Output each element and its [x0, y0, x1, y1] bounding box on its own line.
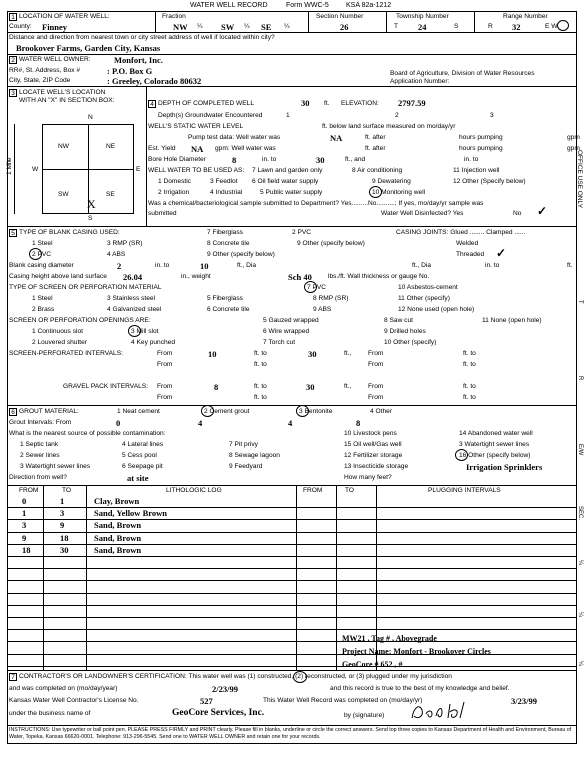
side-quarter-2: ¼: [577, 612, 583, 618]
application-number-label: Application Number:: [390, 78, 450, 85]
use-12[interactable]: 12 Other (Specify below): [453, 178, 526, 185]
grout-from-2[interactable]: 4: [288, 418, 293, 428]
grout-2-circle: [201, 405, 214, 417]
gravel-from: From: [157, 383, 173, 390]
casing-diameter-to[interactable]: 10: [200, 261, 209, 271]
openings-label: SCREEN OR PERFORATION OPENINGS ARE:: [9, 317, 151, 324]
township-t: T: [394, 23, 399, 30]
casing-height-label: Casing height above land surface: [9, 273, 107, 280]
grout-to-1[interactable]: 4: [198, 418, 203, 428]
gravel-from-3: From: [157, 394, 173, 401]
record-date[interactable]: 3/23/99: [511, 696, 537, 706]
gpm: gpm: [567, 134, 580, 141]
opening-3-circle: [128, 325, 141, 337]
log-row-line: [7, 544, 577, 545]
casing-schedule[interactable]: Sch 40: [288, 272, 312, 282]
certification-text: CONTRACTOR'S OR LANDOWNER'S CERTIFICATION: This water well was (1) constructed, (2) reconstructed, or (3) plugged under my jurisdiction: [19, 673, 452, 680]
log-row-line: [7, 629, 577, 630]
log-header-lithologic: LITHOLOGIC LOG: [166, 487, 222, 494]
screen-5[interactable]: 5 Fiberglass: [207, 295, 243, 302]
gravel-to-3: ft. to: [254, 394, 267, 401]
groundwater-label: Depth(s) Groundwater Encountered: [158, 112, 263, 119]
board-label: Board of Agriculture, Division of Water Resources: [390, 70, 535, 77]
depth-value[interactable]: 30: [301, 98, 310, 108]
mile-label: 1 Mile: [6, 157, 13, 175]
contam-8[interactable]: 8 Sewage lagoon: [229, 452, 280, 459]
compass-e: E: [136, 166, 141, 173]
business-name-label: under the business name of: [9, 710, 91, 717]
joints-threaded: Threaded: [456, 251, 485, 258]
log-to[interactable]: 9: [60, 520, 65, 530]
screen-3[interactable]: 3 Stainless steel: [107, 295, 156, 302]
disinfected-no[interactable]: No: [513, 210, 522, 217]
screen-1[interactable]: 1 Steel: [32, 295, 53, 302]
log-row-line: [7, 556, 577, 557]
contam-6[interactable]: 6 Seepage pit: [122, 463, 163, 470]
well-x-mark: X: [87, 197, 96, 211]
joints-welded: Welded: [456, 240, 479, 247]
gravel-to-2: ft. to: [463, 383, 476, 390]
log-header-to-2: TO: [345, 487, 355, 494]
distance-value[interactable]: Brookover Farms, Garden City, Kansas: [16, 43, 161, 53]
log-row-line: [7, 617, 577, 618]
log-row-line: [7, 580, 577, 581]
contam-7[interactable]: 7 Pit privy: [229, 441, 258, 448]
township-s: S: [454, 23, 459, 30]
perf-ft: ft.,: [344, 350, 352, 357]
contam-5[interactable]: 5 Cess pool: [122, 452, 157, 459]
grout-3-circle: [296, 405, 309, 417]
how-many-feet: How many feet?: [344, 474, 392, 481]
grid-sw: SW: [58, 191, 69, 198]
locate-label-2: WITH AN "X" IN SECTION BOX:: [19, 97, 115, 104]
contam-10[interactable]: 10 Livestock pens: [344, 430, 397, 437]
signature-label: by (signature): [344, 712, 385, 719]
log-project-note: Project Name: Monfort - Brookover Circles: [342, 647, 491, 656]
form-title: WATER WELL RECORD: [190, 2, 268, 9]
contam-other-value[interactable]: Irrigation Sprinklers: [466, 462, 543, 472]
use-label: WELL WATER TO BE USED AS:: [148, 167, 245, 174]
threaded-checkmark: ✓: [496, 246, 507, 260]
section-number[interactable]: 26: [340, 22, 349, 32]
owner-label: WATER WELL OWNER:: [19, 56, 91, 63]
screen-7[interactable]: 7 PVC: [307, 284, 327, 291]
screen-10[interactable]: 10 Asbestos-cement: [398, 284, 458, 291]
quarter-mark: ¼: [244, 23, 250, 30]
screen-12[interactable]: 12 None used (open hole): [398, 306, 475, 313]
log-description[interactable]: Sand, Brown: [94, 545, 142, 555]
use-8[interactable]: 8 Air conditioning: [352, 167, 403, 174]
log-mw-note: MW21 , Tag # , Abovegrade: [342, 634, 437, 643]
diam-ft-dia-2: ft., Dia: [412, 262, 432, 269]
perf-from-value[interactable]: 10: [208, 349, 217, 359]
hours-pumping-2: hours pumping: [459, 145, 503, 152]
log-description[interactable]: Sand, Yellow Brown: [94, 508, 167, 518]
opening-5[interactable]: 5 Gauzed wrapped: [263, 317, 319, 324]
log-header-plugging: PLUGGING INTERVALS: [428, 487, 501, 494]
direction-label: Direction from well?: [9, 474, 67, 481]
county-value[interactable]: Finney: [42, 22, 68, 32]
fraction-3[interactable]: SE: [261, 22, 272, 32]
contam-2[interactable]: 2 Sewer lines: [20, 452, 60, 459]
yield-value[interactable]: NA: [191, 144, 204, 154]
opening-9[interactable]: 9 Drilled holes: [384, 328, 426, 335]
grout-label: GROUT MATERIAL:: [19, 408, 79, 415]
use-4[interactable]: 4 Industrial: [210, 189, 243, 196]
screen-label: TYPE OF SCREEN OR PERFORATION MATERIAL: [9, 284, 162, 291]
screen-2[interactable]: 2 Brass: [32, 306, 55, 313]
perforated-label: SCREEN-PERFORATED INTERVALS:: [9, 350, 123, 357]
ft-and: ft., and: [345, 156, 366, 163]
casing-diameter[interactable]: 2: [117, 261, 122, 271]
side-ew: E/W: [577, 444, 583, 456]
bore-label: Bore Hole Diameter: [148, 156, 206, 163]
grout-1[interactable]: 1 Neat cement: [117, 408, 160, 415]
direction-value[interactable]: at site: [127, 473, 149, 483]
side-r: R: [577, 376, 583, 381]
casing-label: TYPE OF BLANK CASING USED:: [19, 229, 120, 236]
contam-16[interactable]: 16 Other (specify below): [459, 452, 531, 459]
gravel-from-2: From: [368, 383, 384, 390]
contam-14[interactable]: 14 Abandoned water well: [459, 430, 533, 437]
log-header-from: FROM: [19, 487, 39, 494]
fraction-label: Fraction: [162, 13, 186, 20]
contam-3[interactable]: 3 Watertight sewer lines: [20, 463, 91, 470]
office-use-label: OFFICE USE ONLY: [576, 150, 583, 209]
casing-height[interactable]: 26.04: [123, 272, 143, 282]
gw-3: 3: [490, 112, 494, 119]
fraction-2[interactable]: SW: [221, 22, 235, 32]
address-value[interactable]: : P.O. Box G: [107, 66, 153, 76]
hours-pumping: hours pumping: [459, 134, 503, 141]
use-6[interactable]: 6 Oil field water supply: [252, 178, 319, 185]
static-level-label: WELL'S STATIC WATER LEVEL: [148, 123, 244, 130]
casing-9[interactable]: 9 Other (specify below): [297, 240, 365, 247]
gravel-from-4: From: [368, 394, 384, 401]
location-label: LOCATION OF WATER WELL:: [19, 13, 110, 20]
business-name[interactable]: GeoCore Services, Inc.: [172, 708, 265, 718]
log-row-line: [7, 568, 577, 569]
perf-from-2: From: [368, 350, 384, 357]
elevation-label: ELEVATION:: [341, 100, 379, 107]
signature-image: [408, 700, 468, 724]
gpm-2: gpm: [567, 145, 580, 152]
screen-9[interactable]: 9 ABS: [313, 306, 332, 313]
locate-label-1: LOCATE WELL'S LOCATION: [19, 89, 106, 96]
log-row-line: [7, 519, 577, 520]
instructions: INSTRUCTIONS: Use typewriter or ball point pen. PLEASE PRESS FIRMLY and PRINT clearly. Please fill in blanks, underline or circle the correct answers. Send top three copies to Kansas Department of Health and Environment, Bureau of Water, Topeka, Kansas 66620-0001. Telephone: 913-296-5545. Send one to WATER WELL OWNER and retain one for your records.: [9, 727, 572, 740]
quarter-mark: ¼: [197, 23, 203, 30]
bore-to[interactable]: 30: [316, 155, 325, 165]
perf-to-3: ft. to: [254, 361, 267, 368]
compass-w: W: [32, 166, 39, 173]
quarter-mark: ¼: [284, 23, 290, 30]
grid-nw: NW: [58, 143, 69, 150]
side-quarter-1: ¼: [577, 560, 583, 566]
constructed-circle: [293, 671, 307, 683]
section-2-number: 2: [9, 56, 17, 64]
completed-date[interactable]: 2/23/99: [212, 684, 238, 694]
w-circle: [557, 20, 569, 31]
use-3[interactable]: 3 Feedlot: [210, 178, 238, 185]
section-7-number: 7: [9, 673, 17, 681]
casing-diameter-label: Blank casing diameter: [9, 262, 74, 269]
gravel-to-value[interactable]: 30: [306, 382, 315, 392]
yield-gpm: gpm: Well water was: [215, 145, 276, 152]
township-number[interactable]: 24: [418, 22, 427, 32]
use-5[interactable]: 7 Lawn and garden only: [252, 167, 323, 174]
contam-9[interactable]: 9 Feedyard: [229, 463, 263, 470]
static-level-rest: ft. below land surface measured on mo/day/yr: [322, 123, 456, 130]
section-number-label: Section Number: [316, 13, 364, 20]
casing-3[interactable]: 3 RMP (SR): [107, 240, 143, 247]
casing-8[interactable]: 2 PVC: [292, 229, 312, 236]
casing-4[interactable]: 4 ABS: [107, 251, 126, 258]
log-to[interactable]: 1: [60, 496, 65, 506]
perf-to-2: ft. to: [463, 350, 476, 357]
use-7[interactable]: 5 Public water supply: [260, 189, 323, 196]
log-row-line: [7, 666, 577, 667]
perf-to-value[interactable]: 30: [308, 349, 317, 359]
perf-from-3: From: [157, 361, 173, 368]
form-number: Form WWC-5: [286, 2, 329, 9]
pump-value[interactable]: NA: [330, 133, 343, 143]
grout-from-1[interactable]: 0: [116, 418, 121, 428]
perf-from: From: [157, 350, 173, 357]
elevation-value[interactable]: 2797.59: [398, 98, 426, 108]
casing-joints: CASING JOINTS: Glued ........ Clamped ......: [396, 229, 526, 236]
fraction-1[interactable]: NW: [173, 22, 188, 32]
grid-ne: NE: [106, 143, 116, 150]
diam-ft-dia: ft., Dia: [237, 262, 257, 269]
casing-7[interactable]: 9 Other (specify below): [207, 251, 275, 258]
range-r: R: [488, 23, 493, 30]
city-label: City, State, ZIP Code: [9, 77, 71, 84]
disinfected: Water Well Disinfected? Yes: [381, 210, 464, 217]
compass-s: S: [88, 215, 93, 222]
in-to-2: in. to: [464, 156, 479, 163]
gravel-to: ft. to: [254, 383, 267, 390]
contamination-label: What is the nearest source of possible contamination:: [9, 430, 166, 437]
license-number[interactable]: 527: [200, 696, 213, 706]
log-to[interactable]: 30: [60, 545, 69, 555]
use-10[interactable]: 10 Monitoring well: [372, 189, 426, 196]
range-label: Range Number: [503, 13, 548, 20]
grout-4[interactable]: 4 Other: [370, 408, 392, 415]
contam-16-circle: [455, 449, 468, 461]
use-11[interactable]: 11 Injection well: [453, 167, 500, 174]
log-to[interactable]: 3: [60, 508, 65, 518]
contam-11[interactable]: 15 Oil well/Gas well: [344, 441, 402, 448]
log-header-from-2: FROM: [303, 487, 323, 494]
log-from[interactable]: 9: [22, 533, 27, 543]
log-row-line: [7, 507, 577, 508]
log-row-line: [7, 593, 577, 594]
section-6-number: 6: [9, 408, 17, 416]
diam-in-to: in. to: [155, 262, 170, 269]
log-from[interactable]: 0: [22, 496, 27, 506]
owner-value[interactable]: Monfort, Inc.: [114, 55, 163, 65]
compass-n: N: [88, 114, 93, 121]
depth-label: DEPTH OF COMPLETED WELL: [158, 100, 254, 107]
contam-4[interactable]: 4 Lateral lines: [122, 441, 164, 448]
contam-15[interactable]: 3 Watertight sewer lines: [459, 441, 530, 448]
in-weight: in., weight: [181, 273, 211, 280]
completed-label: and was completed on (mo/day/year): [9, 685, 118, 692]
distance-label: Distance and direction from nearest town or city street address of well if located within city?: [9, 34, 275, 41]
casing-2[interactable]: 2 PVC: [32, 251, 52, 258]
perf-to-4: ft. to: [463, 361, 476, 368]
gw-1: 1: [286, 112, 290, 119]
license-label: Kansas Water Well Contractor's License No.: [9, 697, 139, 704]
chem-question: Was a chemical/bacteriological sample submitted to Department? Yes.........No..........; If yes, mo/day/yr sample was: [148, 200, 484, 207]
opening-1[interactable]: 1 Continuous slot: [32, 328, 83, 335]
section-1-number: 1: [9, 13, 17, 21]
use-1[interactable]: 1 Domestic: [158, 178, 191, 185]
submitted: submitted: [148, 210, 177, 217]
use-2[interactable]: 2 Irrigation: [158, 189, 190, 196]
opening-6[interactable]: 6 Wire wrapped: [263, 328, 310, 335]
log-description[interactable]: Clay, Brown: [94, 496, 140, 506]
certification-text-2: and this record is true to the best of my knowledge and belief.: [330, 685, 510, 692]
screen-7-circle: [304, 281, 317, 293]
section-5-number: 5: [9, 229, 17, 237]
side-sec: SEC.: [577, 506, 583, 521]
gravel-from-value[interactable]: 8: [214, 382, 219, 392]
opening-3[interactable]: 3 Mill slot: [131, 328, 159, 335]
bore-diameter[interactable]: 8: [232, 155, 237, 165]
grout-2[interactable]: 2 Cement grout: [204, 408, 250, 415]
log-from[interactable]: 18: [22, 545, 31, 555]
grid-se: SE: [106, 191, 115, 198]
casing-2-circle: [29, 248, 42, 260]
pump-test-label: Pump test data: Well water was: [188, 134, 281, 141]
ft-after-2: ft. after: [365, 145, 386, 152]
opening-8[interactable]: 8 Saw cut: [384, 317, 413, 324]
log-geocore-note: GeoCore # 652 , #: [342, 660, 403, 669]
opening-11[interactable]: 11 None (open hole): [482, 317, 542, 324]
screen-6[interactable]: 6 Concrete tile: [207, 306, 250, 313]
ft: ft.: [324, 100, 330, 107]
address-label: RR#, St. Address, Box #: [9, 67, 81, 74]
log-row-line: [7, 654, 577, 655]
grout-3[interactable]: 3 Bentonite: [299, 408, 333, 415]
log-description[interactable]: Sand, Brown: [94, 533, 142, 543]
in-to: in. to: [262, 156, 277, 163]
casing-5[interactable]: 7 Fiberglass: [207, 229, 243, 236]
wall-thickness: lbs./ft. Wall thickness or gauge No.: [328, 273, 430, 280]
opening-10[interactable]: 10 Other (specify): [384, 339, 437, 346]
contam-13[interactable]: 13 Insecticide storage: [344, 463, 409, 470]
yield-label: Est. Yield: [148, 145, 176, 152]
township-label: Township Number: [396, 13, 449, 20]
casing-1[interactable]: 1 Steel: [32, 240, 53, 247]
use-9[interactable]: 9 Dewatering: [372, 178, 411, 185]
section-4-number: 4: [148, 100, 156, 108]
log-from[interactable]: 1: [22, 508, 27, 518]
record-completed-label: This Water Well Record was completed on (mo/day/yr): [263, 697, 423, 704]
log-row-line: [7, 532, 577, 533]
opening-7[interactable]: 7 Torch cut: [263, 339, 296, 346]
gravel-ft: ft.,: [344, 383, 352, 390]
range-ew[interactable]: E W: [545, 23, 558, 30]
gravel-label: GRAVEL PACK INTERVALS:: [63, 383, 149, 390]
log-description[interactable]: Sand, Brown: [94, 520, 142, 530]
side-t: T: [577, 300, 583, 304]
log-from[interactable]: 3: [22, 520, 27, 530]
grout-to-2[interactable]: 8: [356, 418, 361, 428]
city-value[interactable]: : Greeley, Colorado 80632: [107, 76, 202, 86]
screen-4[interactable]: 4 Galvanized steel: [107, 306, 162, 313]
side-quarter-3: ¼: [577, 661, 583, 667]
log-header-to: TO: [62, 487, 72, 494]
grout-intervals-label: Grout Intervals: From: [9, 419, 72, 426]
screen-8[interactable]: 8 RMP (SR): [313, 295, 349, 302]
ksa-reference: KSA 82a-1212: [346, 2, 392, 9]
contam-1[interactable]: 1 Septic tank: [20, 441, 59, 448]
casing-6[interactable]: 8 Concrete tile: [207, 240, 250, 247]
log-row-line: [7, 605, 577, 606]
use-10-circle: [369, 186, 382, 198]
diam-ft-end: ft.: [567, 262, 573, 269]
no-checkmark: ✓: [537, 204, 548, 218]
gravel-to-4: ft. to: [463, 394, 476, 401]
perf-to: ft. to: [254, 350, 267, 357]
gw-2: 2: [395, 112, 399, 119]
screen-11[interactable]: 11 Other (specify): [398, 295, 450, 302]
county-label: County:: [9, 23, 32, 30]
diam-in-to-2: in. to: [485, 262, 500, 269]
range-number[interactable]: 32: [512, 22, 521, 32]
opening-2[interactable]: 2 Louvered shutter: [32, 339, 87, 346]
perf-from-4: From: [368, 361, 384, 368]
log-row-line: [7, 641, 577, 642]
contam-12[interactable]: 12 Fertilizer storage: [344, 452, 403, 459]
section-3-number: 3: [9, 89, 17, 97]
ft-after: ft. after: [365, 134, 386, 141]
opening-4[interactable]: 4 Key punched: [131, 339, 175, 346]
log-to[interactable]: 18: [60, 533, 69, 543]
